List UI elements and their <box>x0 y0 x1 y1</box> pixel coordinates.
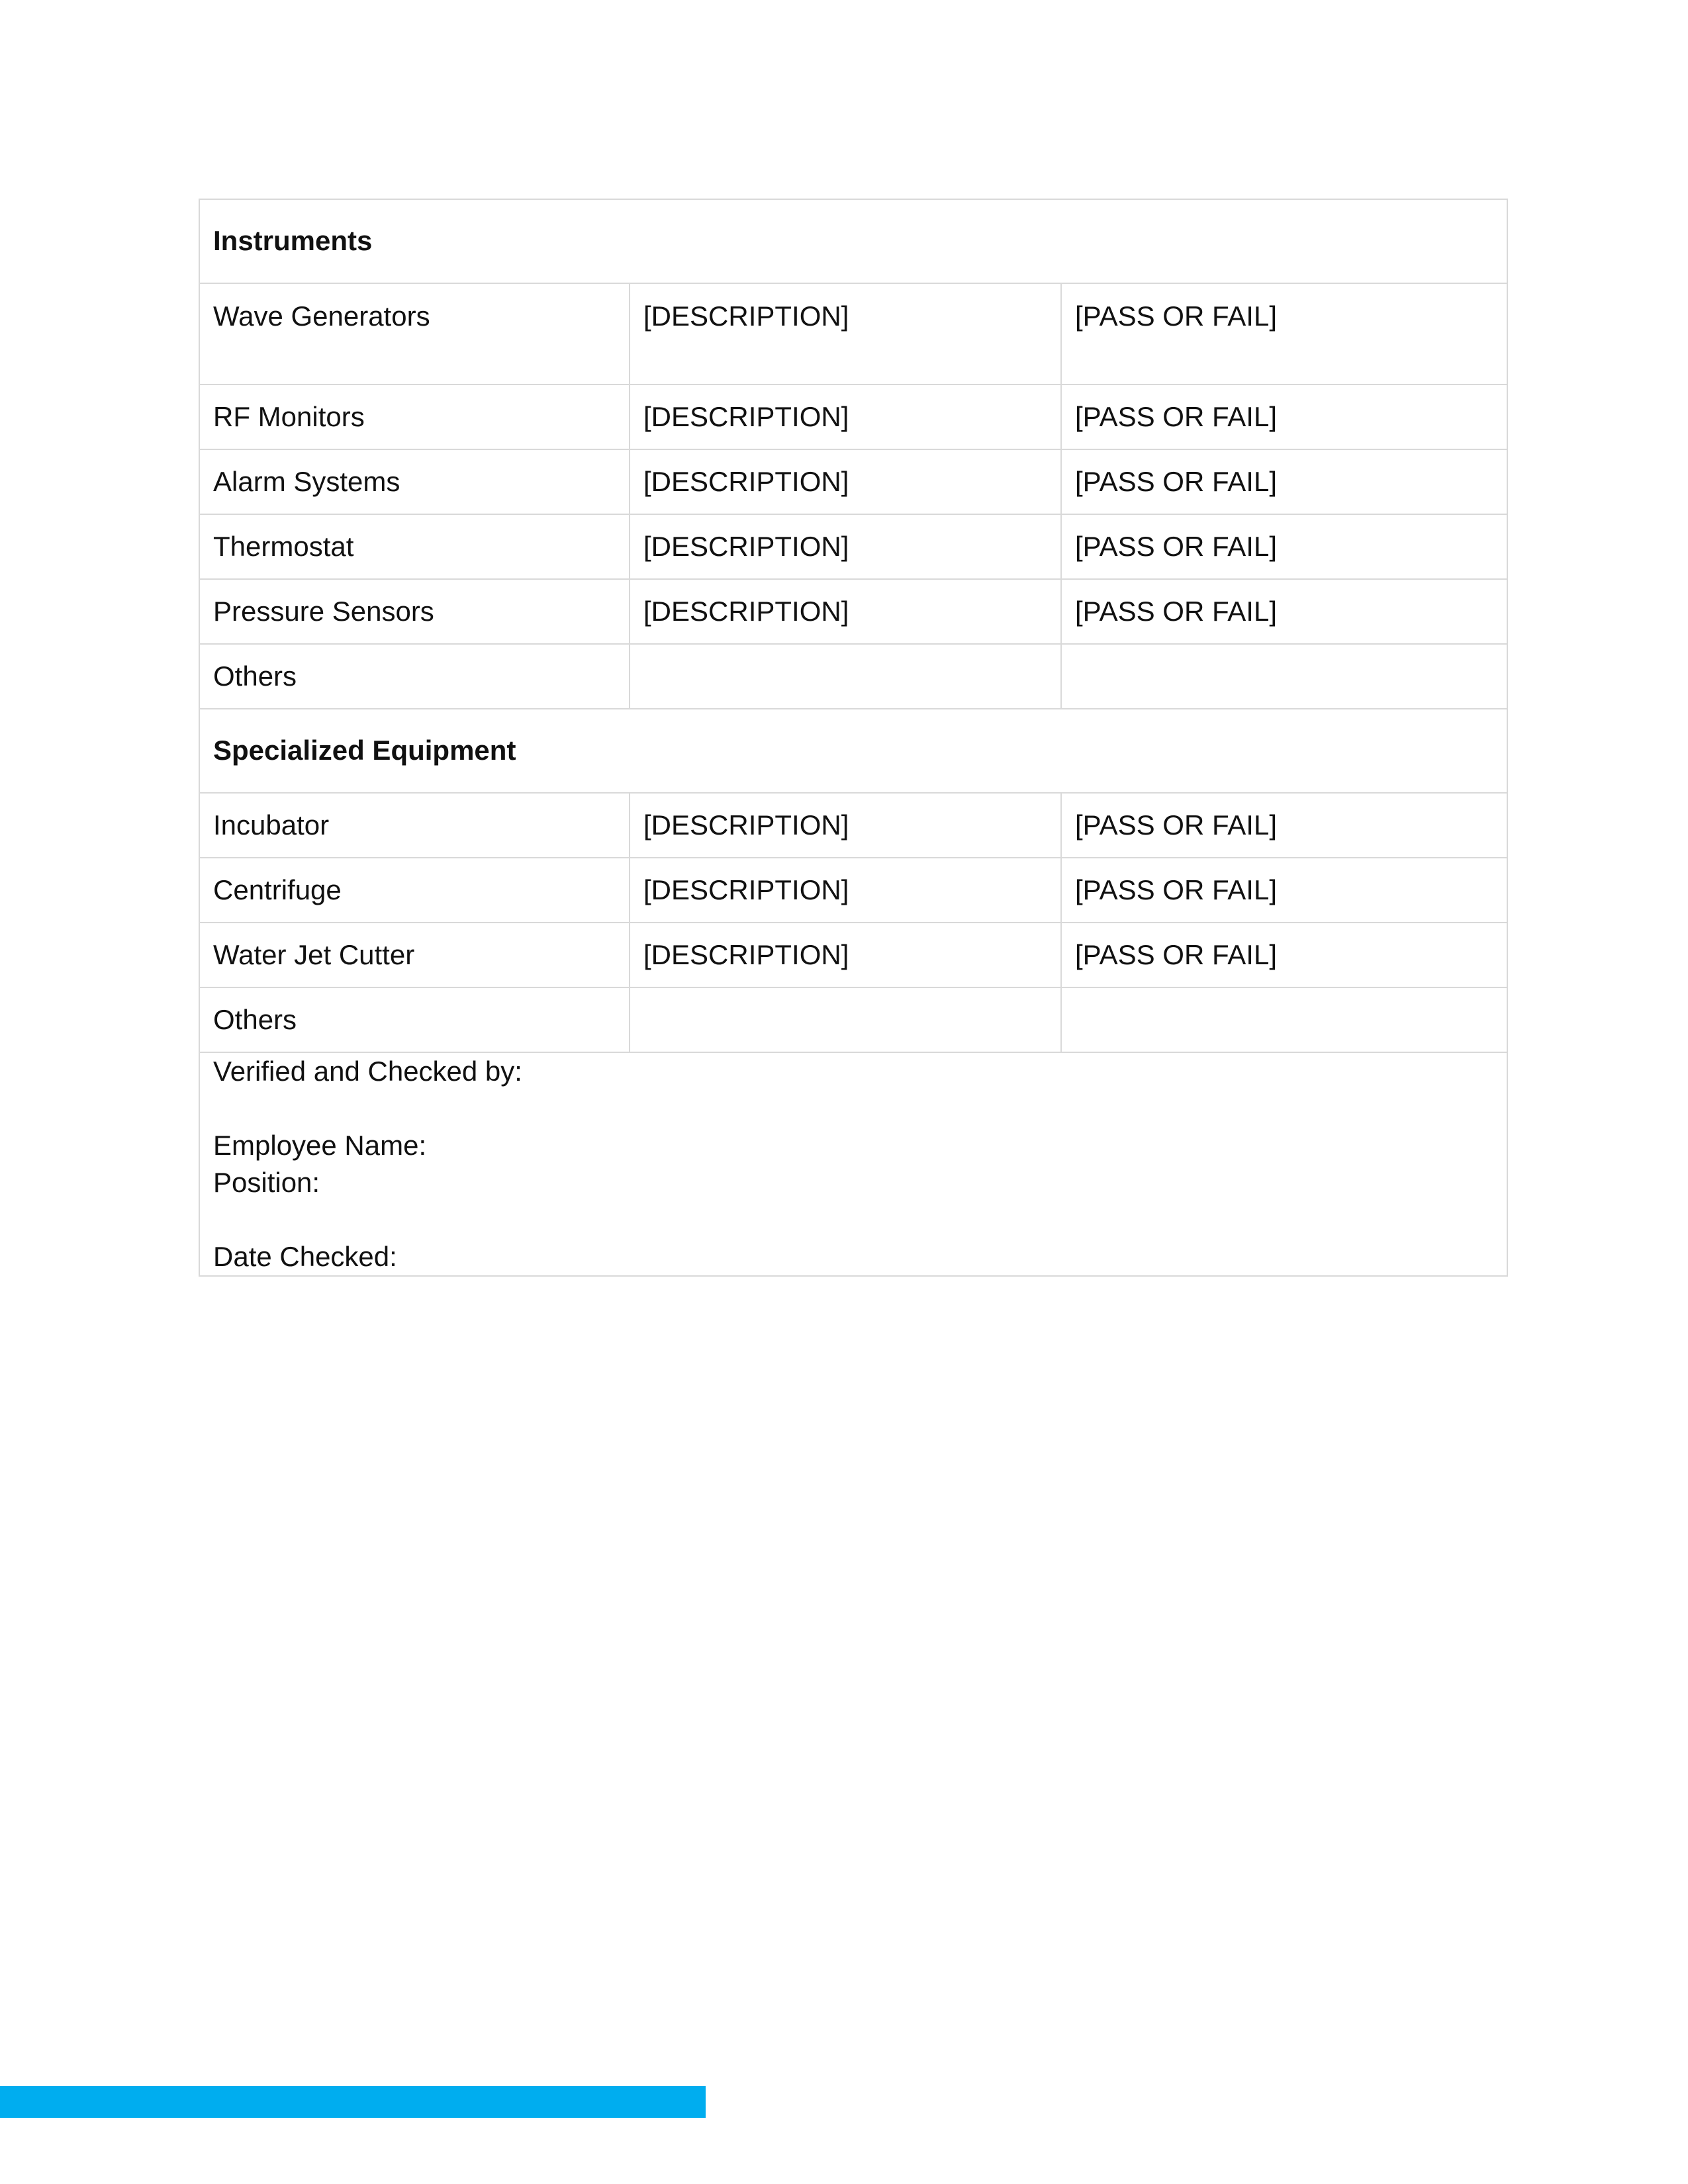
result-cell[interactable]: [PASS OR FAIL] <box>1061 449 1507 514</box>
description-cell[interactable]: [DESCRIPTION] <box>630 858 1061 923</box>
result-cell[interactable]: [PASS OR FAIL] <box>1061 283 1507 385</box>
item-name-cell: Wave Generators <box>199 283 630 385</box>
item-name-cell: Thermostat <box>199 514 630 579</box>
employee-name-field[interactable]: Employee Name: <box>213 1130 427 1161</box>
verification-row <box>199 1052 1507 1276</box>
result-cell[interactable]: [PASS OR FAIL] <box>1061 385 1507 449</box>
section-title-specialized-equipment: Specialized Equipment <box>199 709 1507 793</box>
section-title-instruments: Instruments <box>199 199 1507 283</box>
verification-cell <box>199 1052 1507 1276</box>
description-cell[interactable]: [DESCRIPTION] <box>630 793 1061 858</box>
table-row <box>199 385 1507 449</box>
item-name-cell: Incubator <box>199 793 630 858</box>
result-cell[interactable]: [PASS OR FAIL] <box>1061 793 1507 858</box>
position-field[interactable]: Position: <box>213 1167 320 1198</box>
table-row <box>199 644 1507 709</box>
result-cell[interactable]: [PASS OR FAIL] <box>1061 923 1507 987</box>
spacer <box>213 1090 1493 1127</box>
result-cell[interactable]: [PASS OR FAIL] <box>1061 579 1507 644</box>
table-row <box>199 923 1507 987</box>
table-row <box>199 283 1507 385</box>
result-cell[interactable] <box>1061 644 1507 709</box>
result-cell[interactable]: [PASS OR FAIL] <box>1061 514 1507 579</box>
description-cell[interactable]: [DESCRIPTION] <box>630 579 1061 644</box>
item-name-cell: Others <box>199 987 630 1052</box>
section-header-row <box>199 709 1507 793</box>
result-cell[interactable]: [PASS OR FAIL] <box>1061 858 1507 923</box>
item-name-cell: Water Jet Cutter <box>199 923 630 987</box>
section-header-row <box>199 199 1507 283</box>
description-cell[interactable] <box>630 987 1061 1052</box>
result-cell[interactable] <box>1061 987 1507 1052</box>
table-row <box>199 987 1507 1052</box>
date-checked-field[interactable]: Date Checked: <box>213 1241 397 1272</box>
footer-accent-bar <box>0 2086 706 2118</box>
item-name-cell: Centrifuge <box>199 858 630 923</box>
verified-by-label: Verified and Checked by: <box>213 1056 522 1087</box>
table-row <box>199 514 1507 579</box>
spacer <box>213 1201 1493 1238</box>
item-name-cell: Others <box>199 644 630 709</box>
item-name-cell: Pressure Sensors <box>199 579 630 644</box>
description-cell[interactable]: [DESCRIPTION] <box>630 923 1061 987</box>
table-row <box>199 793 1507 858</box>
table-row <box>199 449 1507 514</box>
equipment-checklist-table <box>199 199 1508 1277</box>
description-cell[interactable] <box>630 644 1061 709</box>
table-row <box>199 579 1507 644</box>
description-cell[interactable]: [DESCRIPTION] <box>630 283 1061 385</box>
description-cell[interactable]: [DESCRIPTION] <box>630 385 1061 449</box>
description-cell[interactable]: [DESCRIPTION] <box>630 514 1061 579</box>
item-name-cell: Alarm Systems <box>199 449 630 514</box>
item-name-cell: RF Monitors <box>199 385 630 449</box>
table-row <box>199 858 1507 923</box>
description-cell[interactable]: [DESCRIPTION] <box>630 449 1061 514</box>
